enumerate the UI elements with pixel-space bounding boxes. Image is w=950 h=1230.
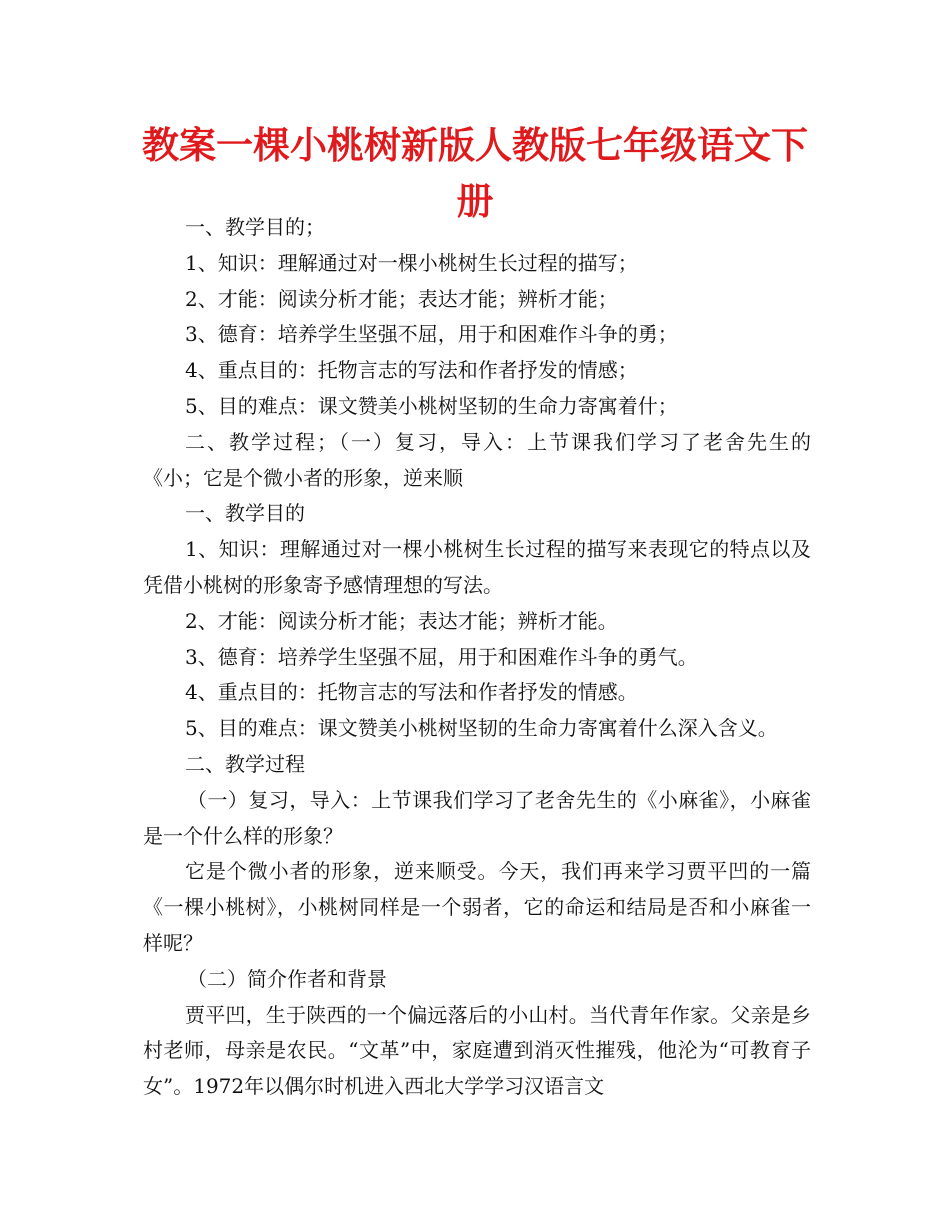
document-title: 教案一棵小桃树新版人教版七年级语文下册 xyxy=(142,124,808,223)
paragraph: 贾平凹，生于陕西的一个偏远落后的小山村。当代青年作家。父亲是乡村老师，母亲是农民。“文革”中，家庭遭到消灭性摧残，他沦为“可教育子女”。1972年以偶尔时机进入西北大学学习汉语言文 xyxy=(143,1002,811,1099)
paragraph: 4、重点目的：托物言志的写法和作者抒发的情感。 xyxy=(185,680,638,705)
paragraph: 4、重点目的：托物言志的写法和作者抒发的情感； xyxy=(185,358,638,383)
paragraph: 一、教学目的 xyxy=(185,501,305,526)
paragraph: 2、才能：阅读分析才能；表达才能；辨析才能； xyxy=(185,286,618,311)
paragraph: 1、知识：理解通过对一棵小桃树生长过程的描写来表现它的特点以及凭借小桃树的形象寄予感情理想的写法。 xyxy=(143,537,811,597)
paragraph: 二、教学过程 xyxy=(185,751,305,776)
paragraph: （一）复习，导入：上节课我们学习了老舍先生的《小麻雀》，小麻雀是一个什么样的形象？ xyxy=(143,787,811,848)
paragraph: 3、德育：培养学生坚强不屈，用于和困难作斗争的勇气。 xyxy=(185,644,698,669)
paragraph: 一、教学目的； xyxy=(185,215,325,239)
paragraph: 它是个微小者的形象，逆来顺受。今天，我们再来学习贾平凹的一篇《一棵小桃树》，小桃树同样是一个弱者，它的命运和结局是否和小麻雀一样呢？ xyxy=(143,859,811,955)
paragraph: （二）简介作者和背景 xyxy=(187,966,387,991)
document-body xyxy=(143,210,811,1105)
paragraph: 3、德育：培养学生坚强不屈，用于和困难作斗争的勇； xyxy=(185,322,678,347)
paragraph: 5、目的难点：课文赞美小桃树坚韧的生命力寄寓着什； xyxy=(185,393,678,418)
paragraph: 5、目的难点：课文赞美小桃树坚韧的生命力寄寓着什么深入含义。 xyxy=(185,716,778,741)
paragraph: 2、才能：阅读分析才能；表达才能；辨析才能。 xyxy=(185,608,618,633)
paragraph: 二、教学过程；（一）复习，导入：上节课我们学习了老舍先生的《小；它是个微小者的形象，逆来顺 xyxy=(143,429,811,490)
paragraph: 1、知识：理解通过对一棵小桃树生长过程的描写； xyxy=(185,250,638,275)
